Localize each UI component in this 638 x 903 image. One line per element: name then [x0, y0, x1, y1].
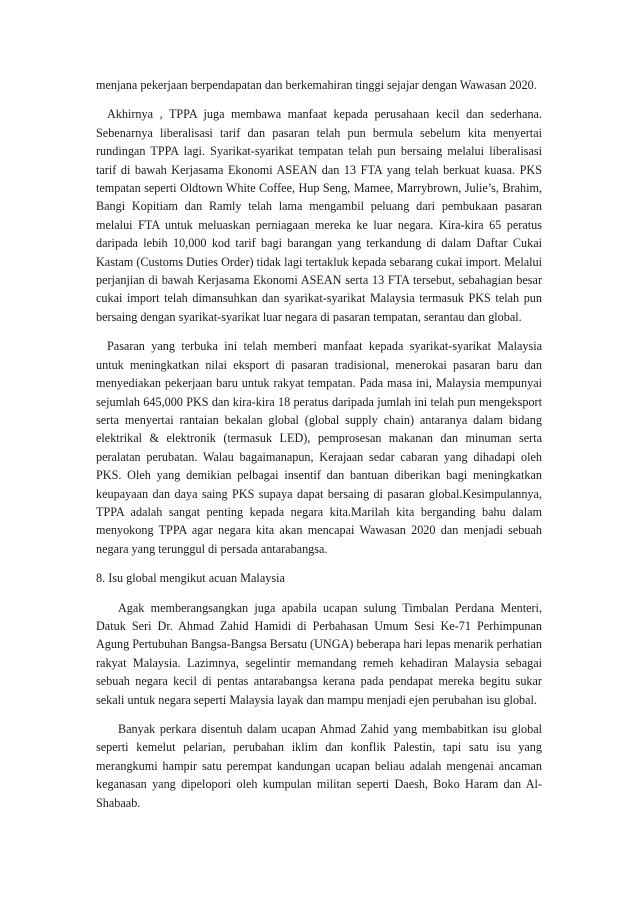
- paragraph-continuation: menjana pekerjaan berpendapatan dan berkemahiran tinggi sejajar dengan Wawasan 2020.: [96, 78, 537, 92]
- paragraph-unga-speech: Agak memberangsangkan juga apabila ucapan sulung Timbalan Perdana Menteri, Datuk Seri Dr. Ahmad Zahid Hamidi di Perbahasan Umum Sesi Ke-71 Perhimpunan Agung Pertubuhan Bangsa-Bangsa Bersatu (UNGA) beberapa hari lepas menarik perhatian rakyat Malaysia. Lazimnya, segelintir memandang remeh kehadiran Malaysia sebagai sebuah negara kecil di pentas antarabangsa kerana pada pendapat mereka begitu sukar sekali untuk negara seperti Malaysia layak dan mampu menjadi ejen perubahan isu global.: [96, 600, 542, 707]
- paragraph-global-issues: Banyak perkara disentuh dalam ucapan Ahmad Zahid yang membabitkan isu global seperti kemelut pelarian, perubahan iklim dan konflik Palestin, tapi satu isu yang merangkumi hampir satu perempat kandungan ucapan beliau adalah mengenai ancaman keganasan yang dipelopori oleh kumpulan militan seperti Daesh, Boko Haram dan Al-Shabaab.: [96, 722, 542, 810]
- paragraph-open-market: Pasaran yang terbuka ini telah memberi manfaat kepada syarikat-syarikat Malaysia untuk meningkatkan nilai eksport di pasaran tradisional, menerokai pasaran baru dan menyediakan pekerjaan baru untuk rakyat tempatan. Pada masa ini, Malaysia mempunyai sejumlah 645,000 PKS dan kira-kira 18 peratus daripada jumlah ini telah pun mengeksport serta menyertai rantaian bekalan global (global supply chain) antaranya dalam bidang elektrikal & elektronik (termasuk LED), pemprosesan makanan dan minuman serta peralatan perubatan. Walau bagaimanapun, Kerajaan sedar cabaran yang dihadapi oleh PKS. Oleh yang demikian pelbagai insentif dan bantuan diberikan bagi meningkatkan keupayaan dan daya saing PKS supaya dapat bersaing di pasaran global.Kesimpulannya, TPPA adalah sangat penting kepada negara kita.Marilah kita berganding bahu dalam menyokong TPPA agar negara kita akan mencapai Wawasan 2020 dan menjadi sebuah negara yang terunggul di persada antarabangsa.: [96, 339, 542, 556]
- paragraph-tppa-sme: Akhirnya , TPPA juga membawa manfaat kepada perusahaan kecil dan sederhana. Sebenarnya liberalisasi tarif dan pasaran telah pun bermula sebelum kita menyertai rundingan TPPA lagi. Syarikat-syarikat tempatan telah pun bersaing melalui liberalisasi tarif di bawah Kerjasama Ekonomi ASEAN dan 13 FTA yang telah berkuat kuasa. PKS tempatan seperti Oldtown White Coffee, Hup Seng, Mamee, Marrybrown, Julie’s, Brahim, Bangi Kopitiam dan Ramly telah lama mengambil peluang dari pembukaan pasaran melalui FTA untuk meluaskan perniagaan mereka ke luar negara. Kira-kira 65 peratus daripada lebih 10,000 kod tarif bagi barangan yang terkandung di dalam Daftar Cukai Kastam (Customs Duties Order) tidak lagi tertakluk kepada sebarang cukai import. Melalui perjanjian di bawah Kerjasama Ekonomi ASEAN serta 13 FTA tersebut, sebahagian besar cukai import telah dimansuhkan dan syarikat-syarikat Malaysia termasuk PKS telah pun bersaing dengan syarikat-syarikat luar negara di pasaran tempatan, serantau dan global.: [96, 107, 542, 324]
- document-body: [96, 76, 542, 823]
- section-heading: 8. Isu global mengikut acuan Malaysia: [96, 571, 285, 586]
